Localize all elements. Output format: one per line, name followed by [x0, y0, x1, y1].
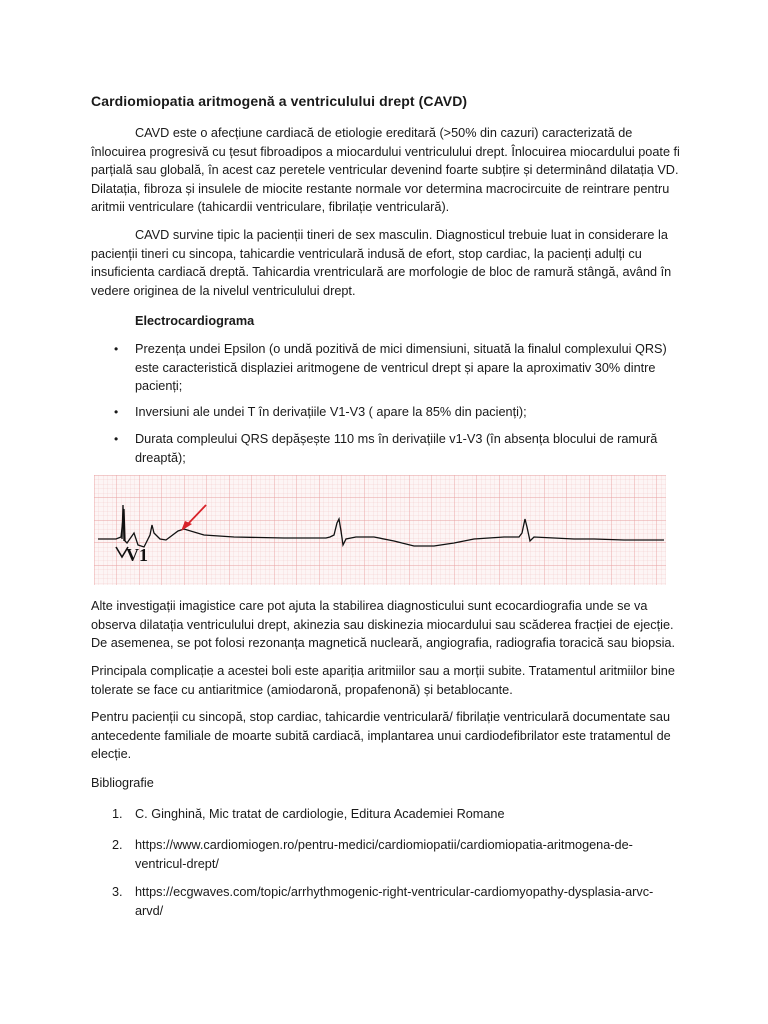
- bullet-icon: •: [114, 405, 119, 419]
- paragraph-complications: Principala complicație a acestei boli este apariția aritmiilor sau a morții subite. Tratamentul aritmiilor bine tolerate se face cu antiaritmice (amiodaronă, propafenonă) și betablocante.: [91, 664, 675, 697]
- list-item-text: Inversiuni ale undei T în derivațiile V1-V3 ( apare la 85% din pacienți);: [135, 405, 527, 419]
- list-item-number: 3.: [112, 885, 123, 899]
- paragraph-definition: [91, 124, 681, 217]
- list-item: [114, 340, 675, 396]
- paragraph-imaging: Alte investigații imagistice care pot ajuta la stabilirea diagnosticului sunt ecocardiografia unde se va observa dilatația ventriculului drept, akinezia sau diskinezia miocardului sau scăderea fracției de ejecție. De asemenea, se pot folosi rezonanța magnetică nucleară, angiografia, radiografia toracică sau biopsia.: [91, 599, 675, 651]
- bullet-icon: •: [114, 432, 119, 446]
- list-item[interactable]: [112, 836, 675, 873]
- ecg-lead-label: V1: [126, 545, 148, 565]
- bullet-icon: •: [114, 342, 119, 356]
- list-item: [112, 805, 675, 824]
- list-item[interactable]: [112, 883, 675, 920]
- bibliography-heading: Bibliografie: [91, 776, 154, 790]
- list-item-number: 1.: [112, 807, 123, 821]
- ecg-heading: Electrocardiograma: [135, 314, 255, 328]
- paragraph-epidemiology-text: CAVD survine tipic la pacienții tineri de sex masculin. Diagnosticul trebuie luat in considerare la pacienții tineri cu sincopa, tahicardie ventriculară indusă de efort, stop cardiac, la pacienți adulți cu insuficienta cardiacă dreptă. Tahicardia vrentriculară are morfologie de bloc de ramură stângă, având în vedere originea de la nivelul ventriculului drept.: [91, 228, 672, 298]
- list-item-text: Durata compleului QRS depășește 110 ms în derivațiile v1-V3 (în absența blocului de ramură dreaptă);: [135, 432, 658, 465]
- paragraph-treatment: Pentru pacienții cu sincopă, stop cardiac, tahicardie ventriculară/ fibrilație ventriculară documentate sau antecedente familiale de moarte subită cardiacă, implantarea unui cardiodefibrilator este tratamentul de elecție.: [91, 710, 671, 762]
- list-item-text: Prezența undei Epsilon (o undă pozitivă de mici dimensiuni, situată la finalul complexului QRS) este caracteristică displaziei aritmogene de ventricul drept și apare la aproximativ 30% dintre pacienți;: [135, 342, 667, 394]
- reference-text: C. Ginghină, Mic tratat de cardiologie, Editura Academiei Romane: [135, 807, 505, 821]
- paragraph-definition-text: CAVD este o afecțiune cardiacă de etiologie ereditară (>50% din cazuri) caracterizată de înlocuirea progresivă cu țesut fibroadipos a miocardului ventriculului drept. Înlocuirea miocardului poate fi parțială sau globală, în acest caz peretele ventricular devenind foarte subțire și determinând dilatația VD. Dilatația, fibroza și insulele de miocite restante normale vor determina macrocircuite de reintrare pentru aritmii ventriculare (tahicardii ventriculare, fibrilație ventriculară).: [91, 126, 680, 215]
- paragraph-epidemiology: [91, 226, 681, 300]
- reference-link[interactable]: https://ecgwaves.com/topic/arrhythmogenic-right-ventricular-cardiomyopathy-dysplasia-arvc-arvd/: [135, 885, 654, 918]
- list-item: [114, 430, 675, 467]
- list-item: [114, 403, 675, 422]
- document-title: Cardiomiopatia aritmogenă a ventriculului drept (CAVD): [91, 93, 468, 109]
- list-item-number: 2.: [112, 838, 123, 852]
- reference-link[interactable]: https://www.cardiomiogen.ro/pentru-medici/cardiomiopatii/cardiomiopatia-aritmogena-de-ventricul-drept/: [135, 838, 633, 871]
- ecg-strip-image: [94, 475, 666, 585]
